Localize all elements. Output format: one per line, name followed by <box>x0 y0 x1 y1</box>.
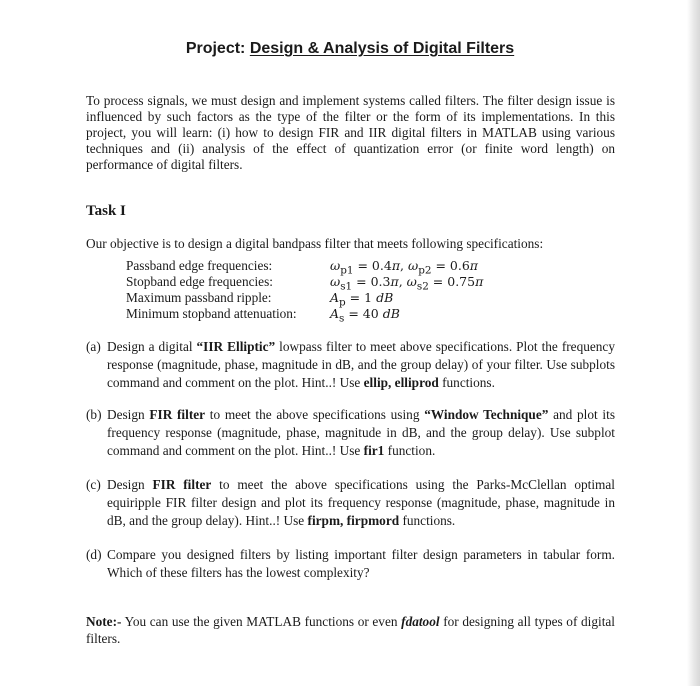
spec-label: Minimum stopband attenuation: <box>126 306 297 321</box>
item-text <box>107 406 615 460</box>
bold-run: “Window Technique” <box>424 407 549 422</box>
item-text: Compare you designed filters by listing important filter design parameters in tabular form. Which of these filters has the lowest complexity? <box>107 547 615 580</box>
text-run: Design a digital <box>107 339 197 354</box>
text-run: to meet the above specifications using the Parks-McClellan optimal equiripple FIR filter design and plot its frequency response (magnitude, phase, magnitude in dB, and the group delay). Hint..! Use <box>107 477 615 528</box>
text-run: for designing all types of digital filters. <box>86 614 615 646</box>
item-marker: (d) <box>86 547 102 562</box>
objective-text: Our objective is to design a digital bandpass filter that meets following specifications: <box>86 236 544 251</box>
bold-run: “IIR Elliptic” <box>196 339 276 354</box>
spec-value: $\omega_{p1} = 0.4\pi$, $\omega_{p2} = 0.6\pi$ <box>330 258 479 277</box>
intro-paragraph: To process signals, we must design and implement systems called filters. The filter design issue is influenced by such factors as the type of the filter or the form of its implementations. In this project, you will learn: (i) how to design FIR and IIR digital filters in MATLAB using various techniques and (ii) analysis of the effect of quantization error (or finite word length) on performance of digital filters. <box>86 93 615 172</box>
item-text <box>107 338 615 392</box>
text-run: and plot its frequency response (magnitude, phase, magnitude in dB, and the group delay). Use subplot command and comment on the plot. Hint..! Use <box>107 407 615 458</box>
task-item-d <box>86 546 615 582</box>
item-text <box>107 476 615 530</box>
title-prefix: Project: <box>185 40 250 57</box>
task-item-c <box>86 476 615 530</box>
text-run: functions. <box>438 375 495 390</box>
item-marker: (b) <box>86 407 102 422</box>
spec-label: Maximum passband ripple: <box>126 290 272 305</box>
note-label: Note:- <box>86 614 122 629</box>
bold-run: FIR filter <box>149 407 206 422</box>
tool-name: fdatool <box>401 614 440 629</box>
task-heading: Task I <box>86 203 126 219</box>
page-edge-shadow <box>687 0 700 686</box>
item-marker: (c) <box>86 477 101 492</box>
page-title <box>0 40 700 58</box>
bold-run: firpm, firpmord <box>307 513 400 528</box>
title-underlined: Design & Analysis of Digital Filters <box>249 40 515 57</box>
task-item-b <box>86 406 615 460</box>
text-run: to meet the above specifications using <box>205 407 425 422</box>
text-run: Design <box>107 477 153 492</box>
bold-run: ellip, elliprod <box>363 375 439 390</box>
text-run: lowpass filter to meet above specifications. Plot the frequency response (magnitude, phase, magnitude in dB, and the group delay) of your filter. Use subplots command and comment on the plot. Hint..! Use <box>107 339 615 390</box>
text-run: You can use the given MATLAB functions or even <box>121 614 402 629</box>
task-item-a <box>86 338 615 392</box>
text-run: Design <box>107 407 150 422</box>
bold-run: FIR filter <box>152 477 212 492</box>
spec-value: $\omega_{s1} = 0.3\pi$, $\omega_{s2} = 0.75\pi$ <box>330 274 484 293</box>
spec-value: $A_p = 1$ dB <box>330 290 394 309</box>
spec-label: Stopband edge frequencies: <box>126 274 273 289</box>
text-run: function. <box>384 443 436 458</box>
spec-label: Passband edge frequencies: <box>126 258 273 273</box>
bold-run: fir1 <box>363 443 385 458</box>
spec-value: $A_s = 40$ dB <box>330 306 400 325</box>
item-marker: (a) <box>86 339 101 354</box>
note-paragraph <box>86 613 615 647</box>
text-run: functions. <box>399 513 456 528</box>
